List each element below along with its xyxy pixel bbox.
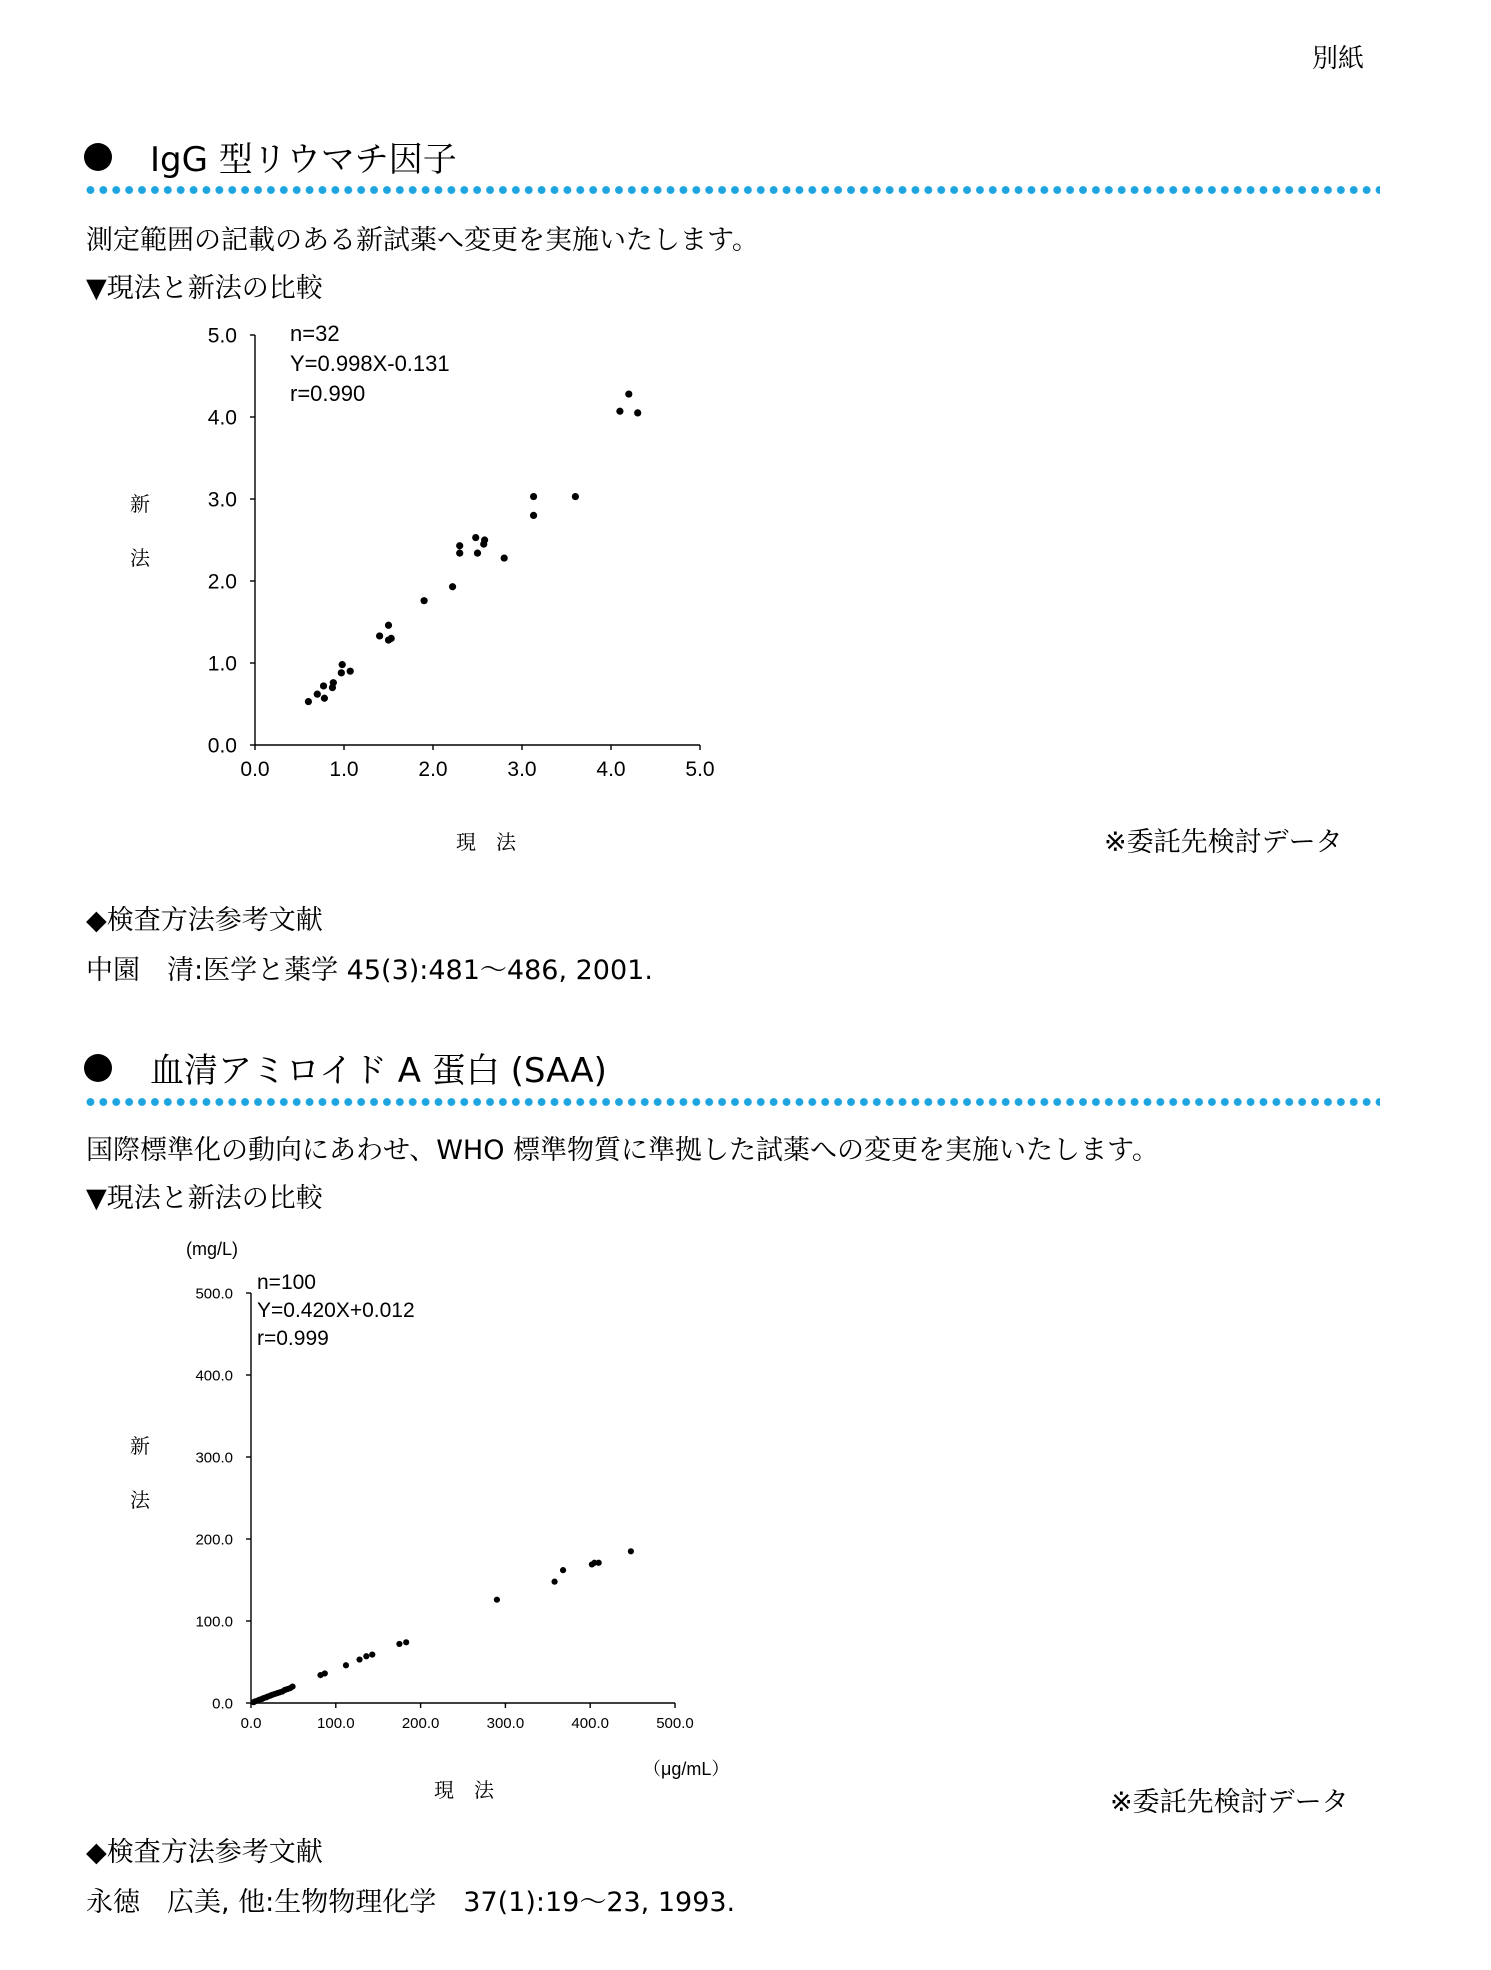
data-point [320, 682, 327, 689]
section-1-title-row [84, 132, 457, 181]
y-tick-label: 500.0 [195, 1285, 233, 1303]
y-tick-label: 400.0 [195, 1367, 233, 1385]
data-point [572, 493, 579, 500]
x-tick-label: 0.0 [240, 758, 270, 781]
x-tick-label: 200.0 [401, 1715, 440, 1732]
data-point [385, 622, 392, 629]
x-tick-label: 0.0 [240, 1715, 262, 1732]
x-tick-label: 500.0 [656, 1715, 694, 1732]
data-point [472, 534, 479, 541]
data-point [314, 691, 321, 698]
data-point [322, 1670, 328, 1676]
data-point [625, 390, 632, 397]
annotation-text: n=32 [290, 321, 340, 346]
chart-1 [0, 310, 780, 870]
section-1-reference: 中園 清:医学と薬学 45(3):481～486, 2001. [86, 955, 653, 986]
data-point [530, 512, 537, 519]
section-1-description: 測定範囲の記載のある新試薬へ変更を実施いたします。 [86, 225, 759, 256]
x-tick-label: 1.0 [329, 758, 359, 781]
section-1-title: IgG 型リウマチ因子 [150, 140, 457, 180]
annotation-text: r=0.999 [257, 1327, 329, 1350]
data-point [330, 679, 337, 686]
data-point [403, 1639, 409, 1645]
data-point [481, 536, 488, 543]
data-point [551, 1579, 557, 1585]
y-tick-label: 2.0 [207, 570, 237, 594]
data-point [396, 1641, 402, 1647]
data-point [376, 632, 383, 639]
x-tick-label: 4.0 [596, 758, 626, 781]
section-2-y-label-1: 新 [130, 1434, 150, 1458]
x-tick-label: 100.0 [317, 1715, 355, 1732]
corner-label: 別紙 [1312, 44, 1365, 74]
data-point [501, 554, 508, 561]
y-tick-label: 0.0 [212, 1695, 233, 1713]
annotation-text: n=100 [257, 1271, 316, 1294]
data-point [321, 695, 328, 702]
data-point [363, 1653, 369, 1659]
y-tick-label: 100.0 [195, 1613, 233, 1631]
section-2-title-row [84, 1043, 607, 1092]
data-point [421, 597, 428, 604]
data-point [289, 1684, 295, 1690]
section-2-comparison-heading: ▼現法と新法の比較 [86, 1183, 323, 1214]
data-point [338, 669, 345, 676]
data-point [343, 1662, 349, 1668]
y-tick-label: 200.0 [195, 1531, 233, 1549]
section-1-y-label-2: 法 [130, 546, 150, 570]
data-point [560, 1567, 566, 1573]
data-point [596, 1560, 602, 1566]
data-point [456, 550, 463, 557]
y-tick-label: 1.0 [207, 652, 237, 676]
data-point [494, 1597, 500, 1603]
data-point [369, 1652, 375, 1658]
section-1-reference-heading: ◆検査方法参考文献 [86, 905, 323, 936]
dotted-divider [84, 1098, 1380, 1106]
section-2-source-note: ※委託先検討データ [1110, 1787, 1349, 1818]
data-point [339, 661, 346, 668]
bullet-icon [84, 143, 112, 171]
annotation-text: r=0.990 [290, 381, 366, 406]
y-tick-label: 300.0 [195, 1449, 233, 1467]
x-tick-label: 300.0 [486, 1715, 525, 1732]
x-tick-label: 3.0 [507, 758, 537, 781]
section-2-x-label: 現 法 [434, 1778, 494, 1802]
data-point [634, 409, 641, 416]
data-point [474, 550, 481, 557]
y-tick-label: 5.0 [207, 324, 237, 348]
section-1-y-label-1: 新 [130, 492, 150, 516]
section-2-reference-heading: ◆検査方法参考文献 [86, 1837, 323, 1868]
section-1-comparison-heading: ▼現法と新法の比較 [86, 273, 323, 304]
x-tick-label: 400.0 [571, 1715, 609, 1732]
data-point [388, 635, 395, 642]
data-point [449, 583, 456, 590]
dotted-divider [84, 186, 1380, 194]
x-unit-label: （μg/mL） [643, 1759, 730, 1779]
y-tick-label: 4.0 [207, 406, 237, 430]
annotation-text: Y=0.998X-0.131 [290, 351, 450, 376]
section-1-x-label: 現 法 [456, 830, 516, 854]
data-point [305, 698, 312, 705]
y-unit-label: (mg/L) [186, 1239, 239, 1259]
data-point [530, 493, 537, 500]
data-point [456, 542, 463, 549]
x-tick-label: 2.0 [418, 758, 448, 781]
data-point [356, 1656, 362, 1662]
x-tick-label: 5.0 [685, 758, 715, 781]
section-1-source-note: ※委託先検討データ [1104, 827, 1343, 858]
section-2-title: 血清アミロイド A 蛋白 (SAA) [150, 1051, 607, 1091]
chart-2 [0, 1220, 780, 1780]
y-tick-label: 3.0 [207, 488, 237, 512]
data-point [616, 408, 623, 415]
section-2-description: 国際標準化の動向にあわせ、WHO 標準物質に準拠した試薬への変更を実施いたします。 [86, 1135, 1159, 1166]
bullet-icon [84, 1054, 112, 1082]
y-tick-label: 0.0 [207, 734, 237, 758]
section-2-reference: 永徳 広美, 他:生物物理化学 37(1):19～23, 1993. [86, 1887, 736, 1918]
annotation-text: Y=0.420X+0.012 [257, 1299, 415, 1322]
section-2-y-label-2: 法 [130, 1488, 150, 1512]
data-point [347, 668, 354, 675]
data-point [628, 1548, 634, 1554]
